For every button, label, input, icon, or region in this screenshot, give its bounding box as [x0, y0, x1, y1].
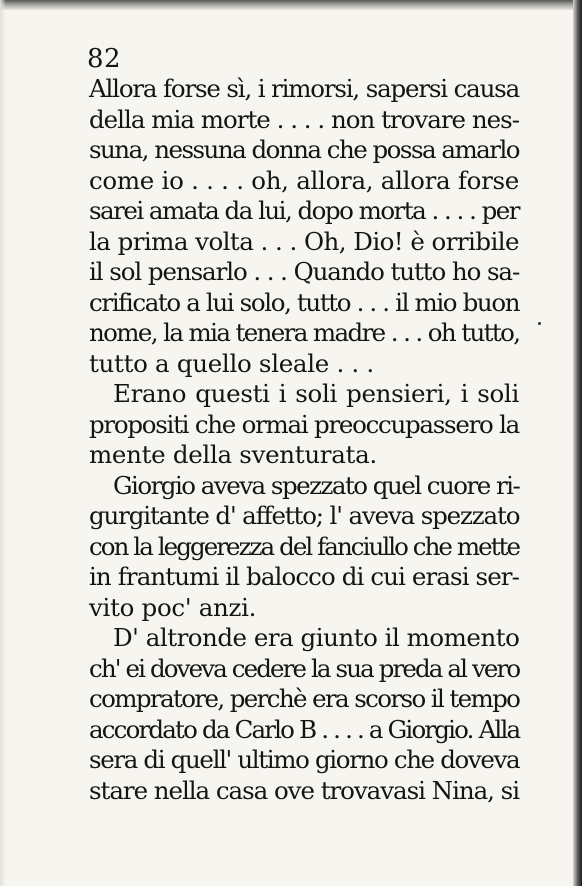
text-line: Erano questi i soli pensieri, i soli: [113, 379, 519, 408]
text-line: della mia morte . . . . non trovare nes-: [89, 104, 519, 134]
text-line: il sol pensarlo . . . Quando tutto ho sa-: [89, 257, 520, 286]
page-number: 82: [87, 44, 122, 74]
text-line: propositi che ormai preoccupassero la: [89, 409, 519, 439]
scan-top-edge: [0, 0, 582, 10]
text-line: come io . . . . oh, allora, allora forse: [89, 165, 519, 195]
ink-speck: [538, 322, 541, 325]
scan-left-shade: [0, 0, 6, 886]
text-line: mente della sventurata.: [89, 440, 377, 469]
text-line: vito poc' anzi.: [89, 592, 257, 622]
text-line: ch' ei doveva cedere la sua preda al vero: [89, 653, 520, 683]
text-line: nome, la mia tenera madre . . . oh tutto,: [89, 318, 520, 347]
text-line: sera di quell' ultimo giorno che doveva: [89, 745, 520, 774]
text-line: gurgitante d' affetto; l' aveva spezzato: [89, 501, 520, 530]
text-line: Allora forse sì, i rimorsi, sapersi causa: [89, 74, 519, 103]
text-line: tutto a quello sleale . . .: [89, 348, 374, 378]
text-line: suna, nessuna donna che possa amarlo: [89, 135, 519, 164]
text-line: stare nella casa ove trovavasi Nina, si: [89, 775, 519, 805]
text-line: crificato a lui solo, tutto . . . il mio buon: [89, 287, 520, 317]
text-line: con la leggerezza del fanciullo che mette: [89, 531, 520, 561]
text-line: la prima volta . . . Oh, Dio! è orribile: [89, 226, 519, 256]
page-text: [89, 74, 519, 806]
text-line: accordato da Carlo B . . . . a Giorgio. Alla: [89, 714, 520, 744]
text-line: sarei amata da lui, dopo morta . . . . per: [89, 196, 519, 225]
text-line: compratore, perchè era scorso il tempo: [89, 684, 520, 713]
text-line: Giorgio aveva spezzato quel cuore ri-: [113, 470, 520, 500]
text-line: D' altronde era giunto il momento: [113, 623, 520, 652]
scan-right-edge: [573, 0, 582, 886]
text-line: in frantumi il balocco di cui erasi ser-: [89, 562, 519, 591]
